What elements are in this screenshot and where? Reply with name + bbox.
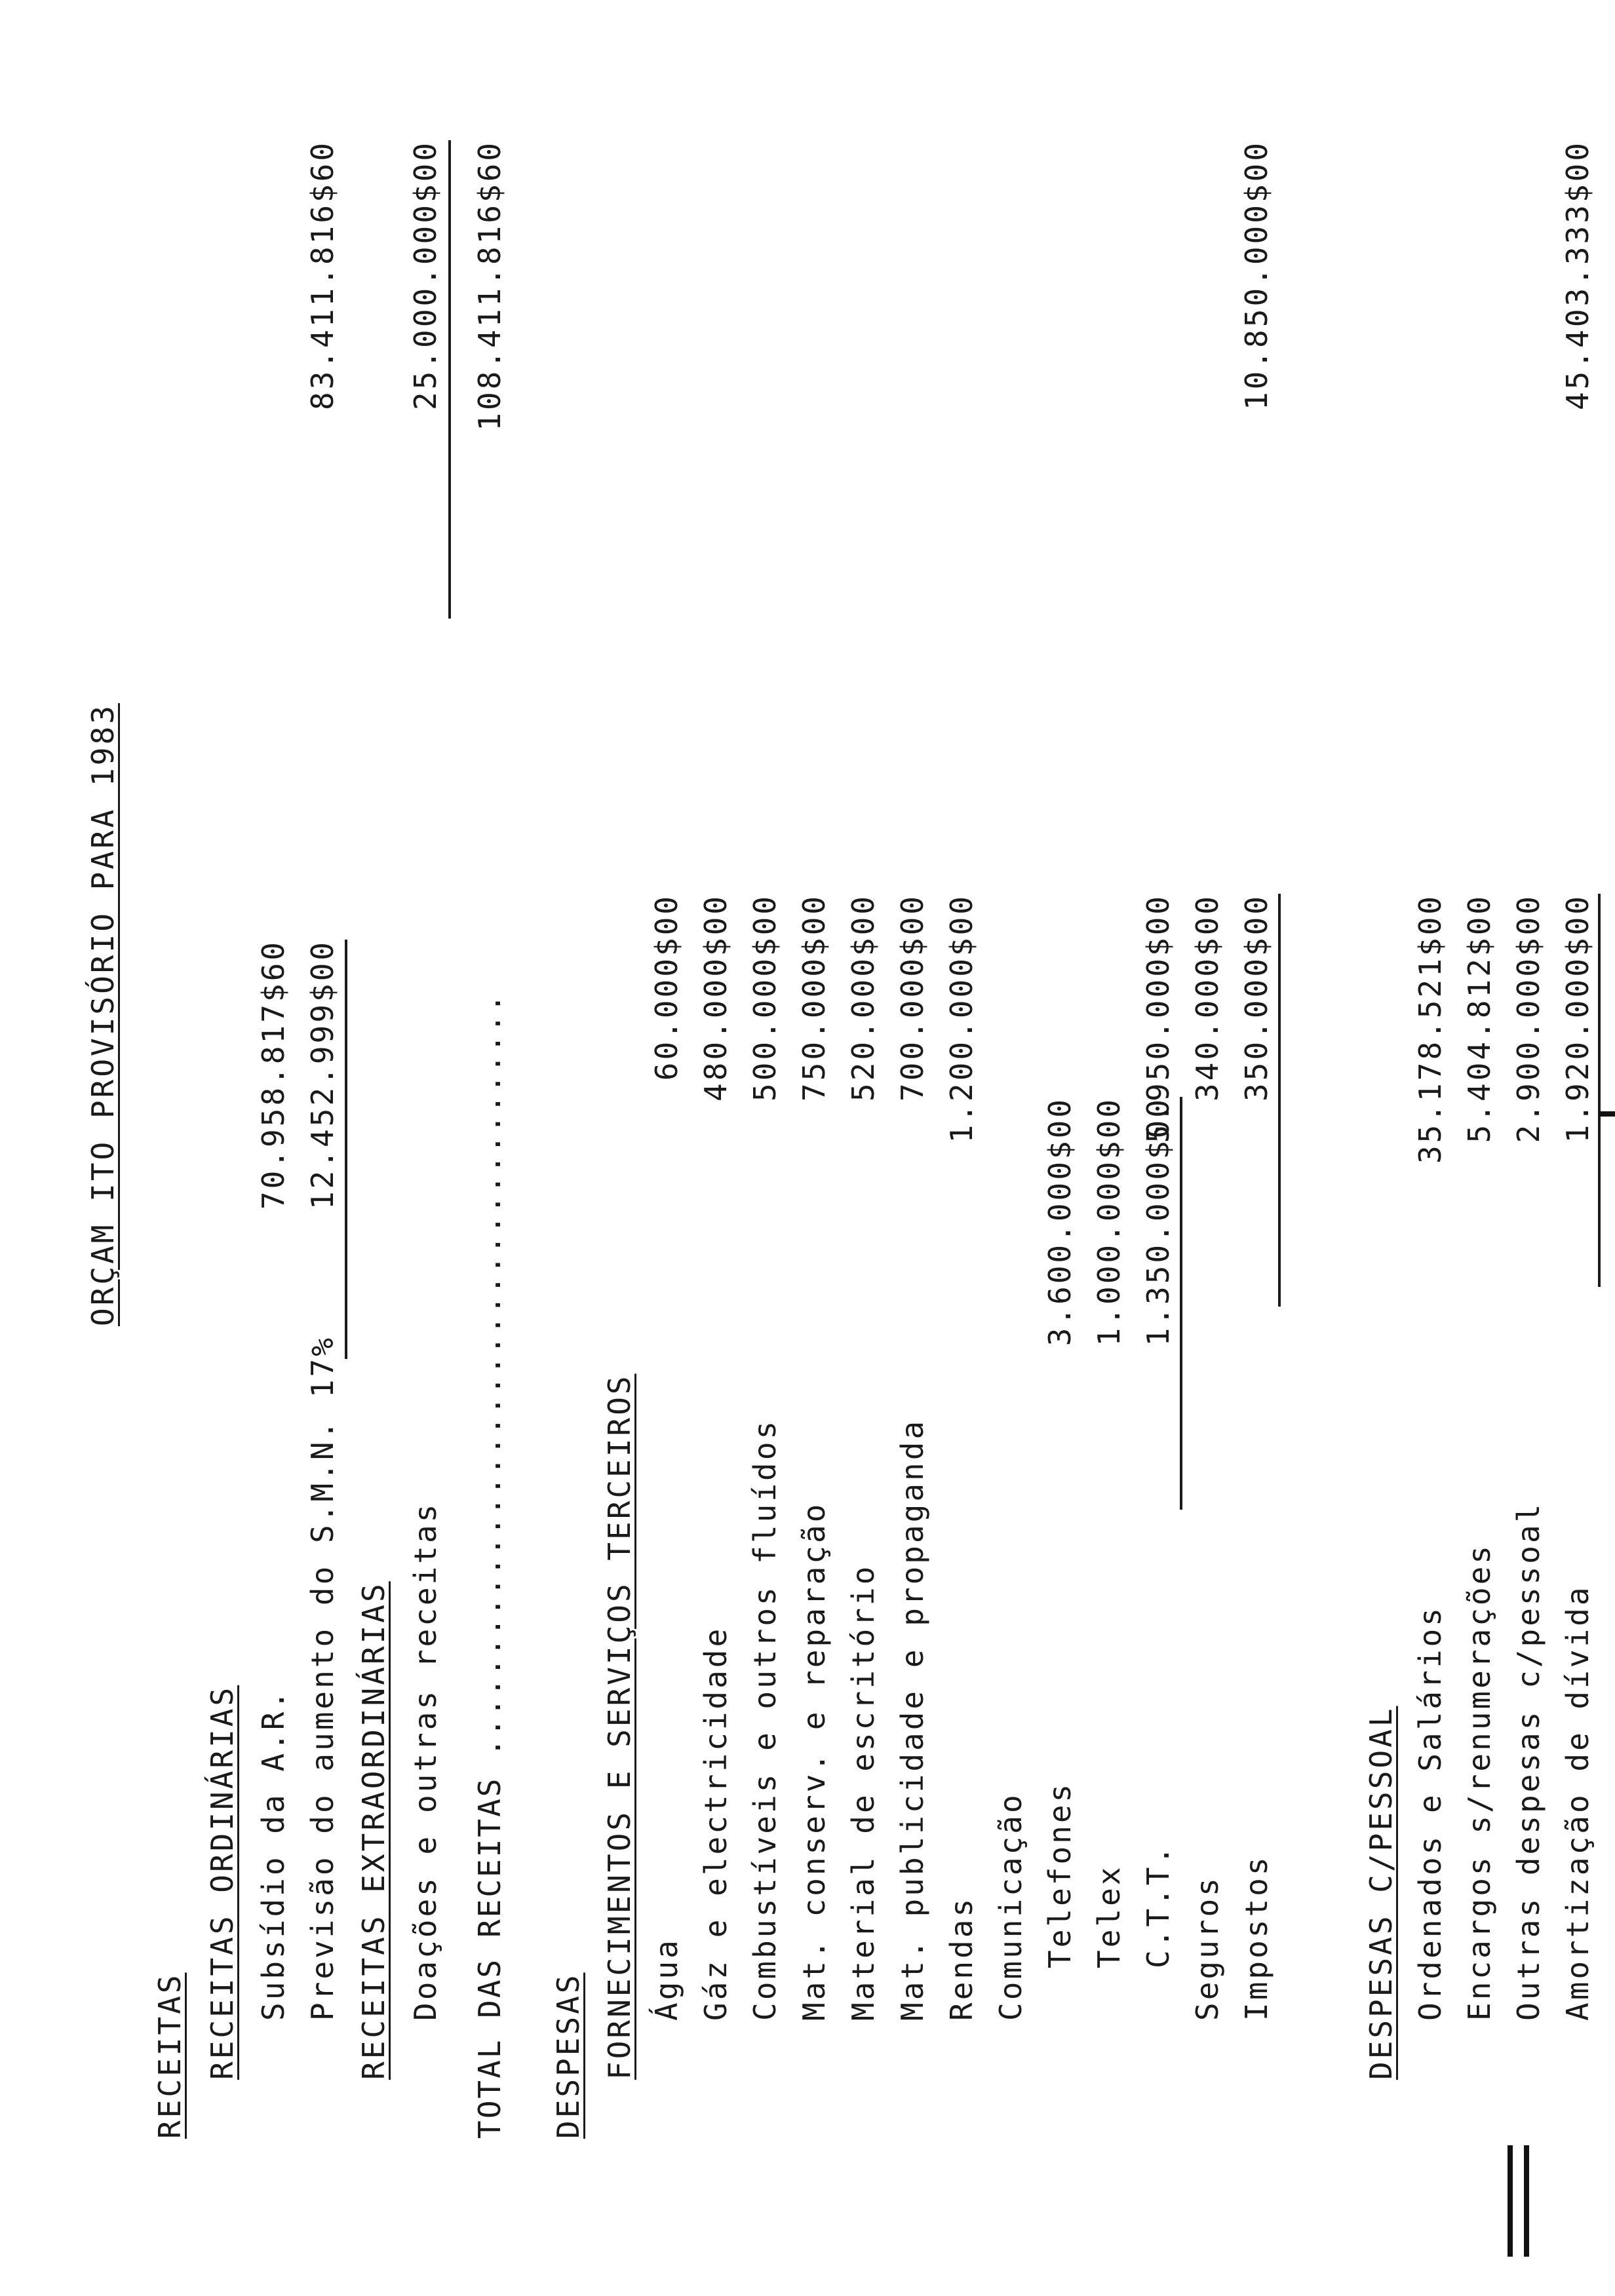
total-receitas-value: 108.411.816$60 xyxy=(472,140,507,431)
section-total: 45.403.333$00 xyxy=(1560,140,1595,411)
subsection-heading-fornecimentos: FORNECIMENTOS E SERVIÇOS TERCEIROS xyxy=(602,1373,637,2080)
subtotal-rule xyxy=(345,940,347,1359)
section-heading-despesas: DESPESAS xyxy=(551,1972,586,2139)
line-item-value: 25.000.000$00 xyxy=(408,140,443,411)
line-item-value: 500.000$00 xyxy=(747,894,783,1101)
line-item-label: Ordenados e Salários xyxy=(1412,1605,1448,2021)
line-item-label: Seguros xyxy=(1190,1875,1225,2021)
line-item-label: Comunicação xyxy=(993,1792,1028,2021)
line-item-value: 70.958.817$60 xyxy=(256,940,291,1210)
subtotal-rule xyxy=(1180,1097,1182,1510)
line-item-label: Mat. conserv. e reparação xyxy=(796,1501,832,2021)
line-item-value: 3.600.000$00 xyxy=(1042,1097,1078,1347)
line-item-label: Telefones xyxy=(1042,1781,1078,1968)
section-heading-receitas: RECEITAS xyxy=(152,1972,187,2139)
line-item-value: 520.000$00 xyxy=(846,894,881,1101)
subsection-heading-despesas-pessoal: DESPESAS C/PESSOAL xyxy=(1363,1706,1399,2080)
line-item-label: Combustíveis e outros fluídos xyxy=(747,1418,783,2021)
line-item-label: Gáz e electricidade xyxy=(698,1626,733,2021)
line-item-value: 350.000$00 xyxy=(1239,894,1274,1101)
subtotal-rule xyxy=(1278,894,1281,1307)
line-item-value: 35.178.521$00 xyxy=(1412,894,1448,1164)
line-item-label: Outras despesas c/pessoal xyxy=(1511,1501,1546,2021)
line-item-label: Impostos xyxy=(1239,1854,1274,2021)
line-item-label: Previsão do aumento do S.M.N. 17% xyxy=(305,1335,340,2021)
line-item-label: Água xyxy=(649,1938,684,2021)
binder-mark xyxy=(1508,2145,1513,2257)
line-item-value: 12.452.999$00 xyxy=(305,940,340,1210)
section-total: 10.850.000$00 xyxy=(1239,140,1274,411)
line-item-label: Encargos s/renumerações xyxy=(1462,1543,1497,2021)
line-item-value: 1.920.000$00 xyxy=(1560,894,1595,1143)
line-item-value: 480.000$00 xyxy=(698,894,733,1101)
line-item-value: 1.000.000$00 xyxy=(1091,1097,1127,1347)
page-title: ORÇAM ITO PROVISÓRIO PARA 1983 xyxy=(85,703,121,1326)
comunicacao-total: 5.950.000$00 xyxy=(1140,894,1176,1143)
subtotal-rule xyxy=(1598,894,1601,1287)
line-item-value: 5.404.812$00 xyxy=(1462,894,1497,1143)
binder-mark xyxy=(1524,2145,1529,2257)
line-item-label: Material de escritório xyxy=(846,1563,881,2021)
line-item-label: C.T.T. xyxy=(1140,1843,1176,1968)
subsection-heading-receitas-extraordinarias: RECEITAS EXTRAORDINÁRIAS xyxy=(356,1581,391,2080)
line-item-value: 2.900.000$00 xyxy=(1511,894,1546,1143)
scan-speck xyxy=(1599,1111,1615,1117)
line-item-value: 60.000$00 xyxy=(649,894,684,1081)
line-item-label: Amortização de dívida xyxy=(1560,1584,1595,2021)
line-item-label: Telex xyxy=(1091,1864,1127,1968)
line-item-value: 700.000$00 xyxy=(895,894,930,1101)
line-item-label: Rendas xyxy=(944,1896,979,2021)
line-item-label: Subsídio da A.R. xyxy=(256,1688,291,2021)
line-item-value: 1.200.000$00 xyxy=(944,894,979,1143)
line-item-label: Mat. publicidade e propaganda xyxy=(895,1418,930,2021)
line-item-value: 750.000$00 xyxy=(796,894,832,1101)
total-receitas-label: TOTAL DAS RECEITAS ...................................... xyxy=(472,992,507,2139)
line-item-label: Doações e outras receitas xyxy=(408,1501,443,2021)
total-rule xyxy=(448,140,451,619)
subsection-heading-receitas-ordinarias: RECEITAS ORDINÁRIAS xyxy=(204,1685,240,2080)
section-total: 83.411.816$60 xyxy=(305,140,340,411)
line-item-value: 340.000$00 xyxy=(1190,894,1225,1101)
line-item-value: 1.350.000$00 xyxy=(1140,1097,1176,1347)
